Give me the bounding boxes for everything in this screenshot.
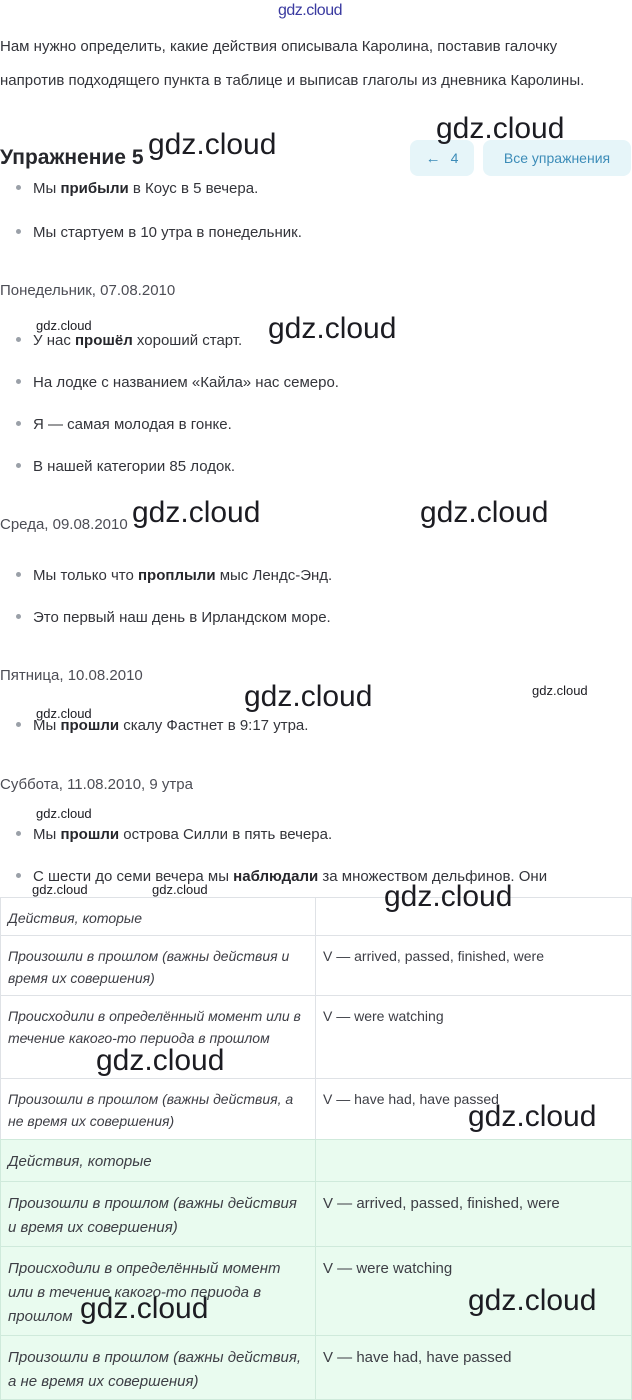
bullet-icon xyxy=(16,185,21,190)
exercise-title: Упражнение 5 xyxy=(0,146,144,169)
list-item: Мы прошли острова Силли в пять вечера. xyxy=(16,826,332,843)
watermark: gdz.cloud xyxy=(532,683,588,698)
arrow-left-icon: ← xyxy=(425,149,441,167)
table-cell: V — were watching xyxy=(316,1247,632,1336)
watermark: gdz.cloud xyxy=(36,706,92,721)
bullet-icon xyxy=(16,379,21,384)
watermark: gdz.cloud xyxy=(32,882,88,897)
bullet-icon xyxy=(16,614,21,619)
list-item: Мы прошли скалу Фастнет в 9:17 утра. xyxy=(16,717,308,734)
watermark: gdz.cloud xyxy=(80,1292,209,1325)
bullet-icon xyxy=(16,873,21,878)
bullet-icon xyxy=(16,572,21,577)
list-item: Это первый наш день в Ирландском море. xyxy=(16,609,331,626)
list-item: Мы только что проплыли мыс Лендс-Энд. xyxy=(16,567,332,584)
bullet-icon xyxy=(16,831,21,836)
list-item: С шести до семи вечера мы наблюдали за множеством дельфинов. Они xyxy=(16,868,547,885)
diary-date: Пятница, 10.08.2010 xyxy=(0,667,143,684)
watermark: gdz.cloud xyxy=(468,1284,597,1317)
table-header-cell: Действия, которые xyxy=(1,898,316,936)
list-item: В нашей категории 85 лодок. xyxy=(16,458,235,475)
table-cell: V — arrived, passed, finished, were xyxy=(316,1182,632,1247)
list-item: Мы стартуем в 10 утра в понедельник. xyxy=(16,224,302,241)
table-cell: Произошли в прошлом (важны действия, а не время их совершения) xyxy=(1,1079,316,1140)
diary-date: Суббота, 11.08.2010, 9 утра xyxy=(0,776,193,793)
table-header-cell: Действия, которые xyxy=(1,1140,316,1182)
watermark: gdz.cloud xyxy=(152,882,208,897)
table-cell: V — have had, have passed xyxy=(316,1079,632,1140)
watermark: gdz.cloud xyxy=(36,318,92,333)
diary-date: Среда, 09.08.2010 xyxy=(0,516,128,533)
diary-date: Понедельник, 07.08.2010 xyxy=(0,282,176,299)
bullet-icon xyxy=(16,722,21,727)
table-cell: V — have had, have passed xyxy=(316,1336,632,1400)
all-exercises-label: Все упражнения xyxy=(503,150,611,166)
list-item: У нас прошёл хороший старт. xyxy=(16,332,242,349)
table-cell: V — were watching xyxy=(316,996,632,1079)
watermark: gdz.cloud xyxy=(96,1044,225,1077)
list-item: На лодке с названием «Кайла» нас семеро. xyxy=(16,374,339,391)
watermark: gdz.cloud xyxy=(468,1100,597,1133)
diary-content xyxy=(0,178,632,898)
site-logo[interactable]: gdz.cloud xyxy=(278,2,342,19)
list-item: Мы прибыли в Коус в 5 вечера. xyxy=(16,180,258,197)
bullet-icon xyxy=(16,337,21,342)
watermark: gdz.cloud xyxy=(36,806,92,821)
table-cell: Происходили в определённый момент или в течение какого-то периода в прошлом xyxy=(1,1247,316,1336)
watermark: gdz.cloud xyxy=(436,112,565,145)
prev-exercise-label: 4 xyxy=(450,150,459,166)
table-cell: Произошли в прошлом (важны действия и время их совершения) xyxy=(1,936,316,996)
watermark: gdz.cloud xyxy=(268,312,397,345)
table-cell: Происходили в определённый момент или в течение какого-то периода в прошлом xyxy=(1,996,316,1079)
table-cell: Произошли в прошлом (важны действия, а не время их совершения) xyxy=(1,1336,316,1400)
watermark: gdz.cloud xyxy=(384,880,513,913)
intro-text: Нам нужно определить, какие действия описывала Каролина, поставив галочку напротив подходящего пункта в таблице и выписав глаголы из дневника Каролины. xyxy=(0,38,585,89)
table-cell: Произошли в прошлом (важны действия и время их совершения) xyxy=(1,1182,316,1247)
bullet-icon xyxy=(16,229,21,234)
watermark: gdz.cloud xyxy=(148,128,277,161)
table-header-cell xyxy=(316,1140,632,1182)
watermark: gdz.cloud xyxy=(244,680,373,713)
watermark: gdz.cloud xyxy=(420,496,549,529)
list-item: Я — самая молодая в гонке. xyxy=(16,416,232,433)
answer-table-highlighted xyxy=(0,1139,632,1400)
watermark: gdz.cloud xyxy=(132,496,261,529)
table-cell: V — arrived, passed, finished, were xyxy=(316,936,632,996)
bullet-icon xyxy=(16,463,21,468)
bullet-icon xyxy=(16,421,21,426)
